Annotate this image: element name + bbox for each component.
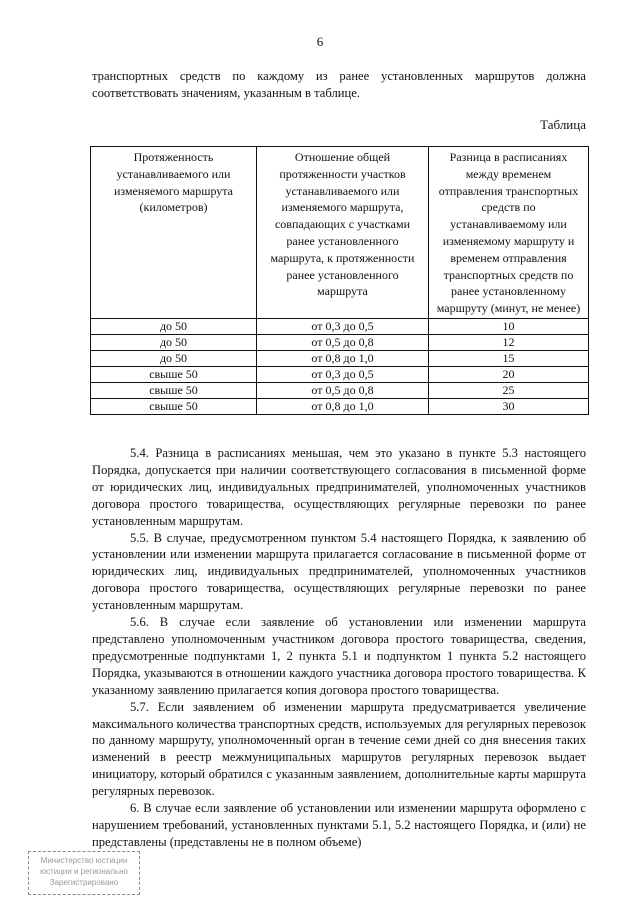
stamp-line: юстиции и регионально: [40, 867, 128, 876]
paragraph-6: 6. В случае если заявление об установлении или изменении маршрута оформлено с нарушением требований, установленных пунктами 5.1, 5.2 настоящего Порядка, и (или) не представлены (представлены не в полном объеме): [92, 801, 586, 849]
table-row: [91, 334, 589, 350]
table-row: [91, 366, 589, 382]
cell-length: до 50: [91, 334, 257, 350]
cell-minutes: 15: [429, 350, 589, 366]
header-schedule-difference: Разница в расписаниях между временем отправления транспортных средств по устанавливаемому или изменяемому маршруту и временем отправления транспортных средств по ранее установленному маршруту (минут, не менее): [429, 147, 589, 319]
cell-minutes: 25: [429, 382, 589, 398]
header-overlap-ratio: Отношение общей протяженности участков устанавливаемого или изменяемого маршрута, совпадающих с участками ранее установленного маршрута, к протяженности ранее установленного маршрута: [257, 147, 429, 319]
cell-length: до 50: [91, 318, 257, 334]
paragraph-5-6: 5.6. В случае если заявление об установлении или изменении маршрута представлено уполномоченным участником договора простого товарищества, сведения, предусмотренные подпунктами 1, 2 пункта 5.1 и подпунктом 1 пункта 5.2 настоящего Порядка, указываются в отношении каждого участника договора простого товарищества. К указанному заявлению прилагается копия договора простого товарищества.: [92, 615, 586, 697]
table-row: [91, 318, 589, 334]
table-row: [91, 350, 589, 366]
cell-minutes: 20: [429, 366, 589, 382]
cell-ratio: от 0,5 до 0,8: [257, 334, 429, 350]
stamp-line: Министерство юстиции: [40, 856, 128, 865]
paragraph-5-7: 5.7. Если заявлением об изменении маршрута предусматривается увеличение максимального количества транспортных средств, используемых для регулярных перевозок по данному маршруту, уполномоченный орган в течение семи дней со дня внесения таких изменений в реестр межмуниципальных маршрутов регулярных перевозок выдает инициатору, который обратился с указанным заявлением, дополнительные карты маршрута регулярных перевозок.: [92, 699, 586, 799]
table-header-row: [91, 147, 589, 319]
paragraph-5-5: 5.5. В случае, предусмотренном пунктом 5.4 настоящего Порядка, к заявлению об установлении или изменении маршрута прилагается согласование в письменной форме от юридических лиц, индивидуальных предпринимателей, уполномоченных участников договора простого товарищества, осуществляющих регулярные перевозки по ранее установленным маршрутам.: [92, 530, 586, 613]
cell-minutes: 10: [429, 318, 589, 334]
cell-ratio: от 0,8 до 1,0: [257, 398, 429, 414]
table-row: [91, 398, 589, 414]
cell-length: до 50: [91, 350, 257, 366]
registration-stamp: [28, 851, 140, 895]
cell-ratio: от 0,3 до 0,5: [257, 366, 429, 382]
paragraph-5-4: 5.4. Разница в расписаниях меньшая, чем это указано в пункте 5.3 настоящего Порядка, допускается при наличии соответствующего согласования в письменной форме от юридических лиц, индивидуальных предпринимателей, уполномоченных участников договора простого товарищества, осуществляющих регулярные перевозки по ранее установленным маршрутам.: [92, 446, 586, 528]
cell-ratio: от 0,3 до 0,5: [257, 318, 429, 334]
table-row: [91, 382, 589, 398]
route-schedule-table: [90, 146, 589, 415]
cell-ratio: от 0,8 до 1,0: [257, 350, 429, 366]
cell-length: свыше 50: [91, 398, 257, 414]
body-text: [92, 445, 586, 851]
table-caption: Таблица: [540, 117, 586, 132]
cell-minutes: 30: [429, 398, 589, 414]
cell-length: свыше 50: [91, 366, 257, 382]
cell-length: свыше 50: [91, 382, 257, 398]
stamp-line: Зарегистрировано: [49, 878, 119, 887]
cell-minutes: 12: [429, 334, 589, 350]
cell-ratio: от 0,5 до 0,8: [257, 382, 429, 398]
page-number: 6: [316, 34, 324, 49]
intro-paragraph: транспортных средств по каждому из ранее установленных маршрутов должна соответствовать значениям, указанным в таблице.: [92, 69, 586, 100]
header-route-length: Протяженность устанавливаемого или изменяемого маршрута (километров): [91, 147, 257, 319]
